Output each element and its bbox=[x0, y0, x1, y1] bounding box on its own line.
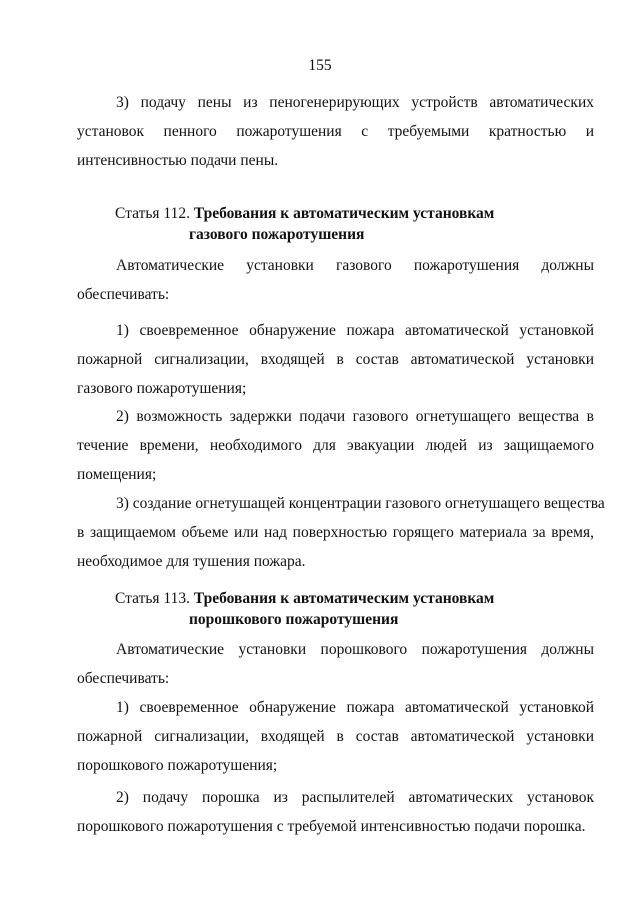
article-113-heading bbox=[115, 588, 595, 630]
paragraph-intro-113 bbox=[77, 635, 594, 693]
text-line: течение времени, необходимого для эвакуации людей из защищаемого bbox=[77, 437, 594, 454]
article-title-continuation: порошкового пожаротушения bbox=[189, 611, 399, 628]
text-line: 3) создание огнетушащей концентрации газового огнетушащего вещества bbox=[116, 495, 605, 512]
paragraph-item-113-1 bbox=[77, 693, 594, 780]
text-line: установок пенного пожаротушения с требуемыми кратностью и bbox=[77, 123, 594, 140]
text-line: интенсивностью подачи пены. bbox=[77, 152, 279, 169]
paragraph-intro-112 bbox=[77, 251, 594, 309]
page-number: 155 bbox=[308, 57, 332, 74]
article-title-continuation: газового пожаротушения bbox=[189, 226, 365, 243]
text-line: обеспечивать: bbox=[77, 670, 170, 687]
text-line: Автоматические установки порошкового пожаротушения должны bbox=[116, 641, 594, 658]
article-prefix: Статья 113. bbox=[115, 590, 190, 607]
text-line: 2) подачу порошка из распылителей автоматических установок bbox=[116, 789, 594, 806]
text-line: 2) возможность задержки подачи газового огнетушащего вещества в bbox=[116, 408, 594, 425]
text-line: пожарной сигнализации, входящей в состав автоматической установки bbox=[77, 351, 594, 368]
paragraph-item-113-2 bbox=[77, 783, 594, 841]
article-prefix: Статья 112. bbox=[115, 205, 190, 222]
paragraph-item-112-3 bbox=[77, 489, 605, 576]
article-title: Требования к автоматическим установкам bbox=[193, 590, 495, 607]
text-line: порошкового пожаротушения; bbox=[77, 757, 278, 774]
text-line: обеспечивать: bbox=[77, 286, 170, 303]
text-line: 1) своевременное обнаружение пожара автоматической установкой bbox=[116, 322, 594, 339]
article-112-heading bbox=[115, 203, 595, 245]
paragraph-foam-supply bbox=[77, 88, 594, 175]
paragraph-item-112-1 bbox=[77, 316, 594, 403]
text-line: порошкового пожаротушения с требуемой интенсивностью подачи порошка. bbox=[77, 818, 586, 835]
text-line: необходимое для тушения пожара. bbox=[77, 553, 306, 570]
text-line: в защищаемом объеме или над поверхностью горящего материала за время, bbox=[77, 524, 594, 541]
paragraph-item-112-2 bbox=[77, 402, 594, 489]
text-line: газового пожаротушения; bbox=[77, 380, 247, 397]
text-line: пожарной сигнализации, входящей в состав автоматической установки bbox=[77, 728, 594, 745]
article-title: Требования к автоматическим установкам bbox=[193, 205, 495, 222]
text-line: помещения; bbox=[77, 466, 157, 483]
text-line: Автоматические установки газового пожаротушения должны bbox=[116, 257, 594, 274]
text-line: 3) подачу пены из пеногенерирующих устройств автоматических bbox=[116, 94, 594, 111]
text-line: 1) своевременное обнаружение пожара автоматической установкой bbox=[116, 699, 594, 716]
